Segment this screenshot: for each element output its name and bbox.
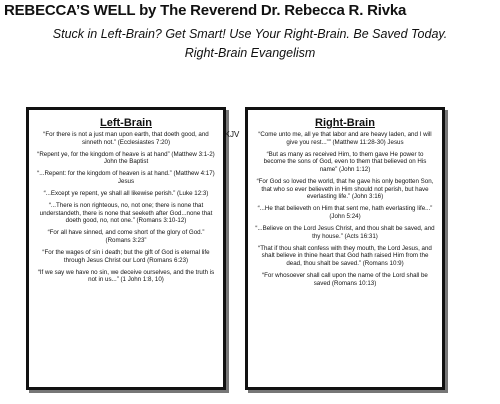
left-verse: “For the wages of sin i death; but the gift of God is eternal life through Jesus Christ our Lord (Romans 6:23) bbox=[42, 249, 210, 264]
left-verse: “Repent ye, for the kingdom of heave is at hand” (Matthew 3:1-2) John the Baptist bbox=[37, 150, 215, 166]
right-verse: “Come unto me, all ye that labor and are heavy laden, and I will give you rest...”” (Matthew 11:28-30) Jesus bbox=[258, 131, 432, 146]
right-brain-title: Right-Brain bbox=[315, 117, 375, 129]
left-brain-card bbox=[26, 107, 226, 390]
left-verse: “If we say we have no sin, we deceive ourselves, and the truth is not in us...” (1 John 1:8, 10) bbox=[37, 268, 215, 284]
page-tagline: Right-Brain Evangelism bbox=[184, 46, 316, 60]
left-verse: “...There is non righteous, no, not one; there is none that understandeth, there is none that seeketh after God...none that doeth good, no, not one.” (Romans 3:10-12) bbox=[39, 202, 213, 225]
left-verse: “...Repent: for the kingdom of heaven is at hand.” (Matthew 4:17) Jesus bbox=[37, 170, 215, 185]
right-verse: “That if thou shalt confess with they mouth, the Lord Jesus, and shalt believe in thine heart that God hath raised Him from the dead, thou shalt be saved.” (Romans 10:9) bbox=[258, 244, 432, 267]
left-verse: “For there is not a just man upon earth, that doeth good, and sinneth not.” (Ecclesiastes 7:20) bbox=[43, 131, 209, 146]
right-verse: “For whosoever shall call upon the name of the Lord shall be saved (Romans 10:13) bbox=[262, 271, 428, 287]
right-verse: “...Believe on the Lord Jesus Christ, and thou shalt be saved, and thy house.” (Acts 16:31) bbox=[255, 224, 435, 240]
left-verse: “...Except ye repent, ye shall all likewise perish.” (Luke 12:3) bbox=[43, 190, 209, 198]
page-subtitle: Stuck in Left-Brain? Get Smart! Use Your Right-Brain. Be Saved Today. bbox=[52, 27, 448, 41]
right-verse: “For God so loved the world, that he gave his only begotten Son, that who so ever believeth in Him should not perish, but have everlasting life.” (John 3:16) bbox=[256, 177, 434, 201]
page-title: REBECCA’S WELL by The Reverend Dr. Rebecca R. Rivka bbox=[4, 2, 407, 19]
right-brain-card bbox=[245, 107, 445, 390]
kjv-label: KJV bbox=[224, 130, 240, 139]
right-verse: “...He that believeth on Him that sent me, hath everlasting life...” (John 5:24) bbox=[257, 205, 433, 220]
left-verse: “For all have sinned, and come short of the glory of God.” (Romans 3:23” bbox=[47, 229, 205, 245]
left-brain-title: Left-Brain bbox=[100, 117, 152, 129]
right-verse: “But as many as received Him, to them gave He power to become the sons of God, even to them that believed on His name” (John 1:12) bbox=[263, 150, 427, 173]
